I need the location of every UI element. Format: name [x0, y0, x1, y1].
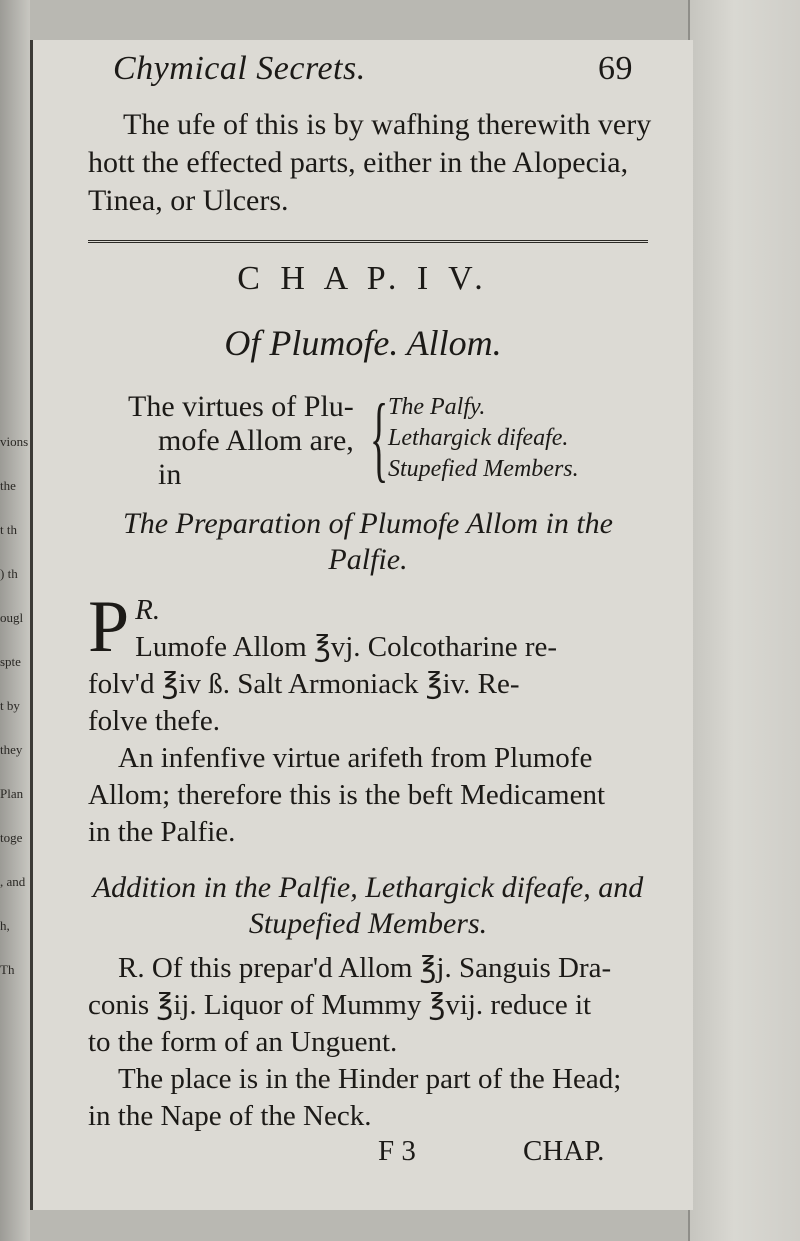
- fragment: the: [0, 478, 16, 493]
- fragment: toge: [0, 830, 23, 845]
- catchword: CHAP.: [523, 1135, 605, 1167]
- fragment: ougl: [0, 610, 24, 625]
- fragment: vions: [0, 434, 29, 449]
- virtue-item: Stupefied Members.: [388, 456, 579, 482]
- drop-capital: P: [88, 586, 130, 668]
- section-heading: [88, 870, 648, 942]
- brace-glyph: {: [369, 384, 389, 491]
- recipe-line: to the form of an Unguent.: [88, 1026, 398, 1058]
- fragment: spte: [0, 654, 21, 669]
- fragment: they: [0, 742, 23, 757]
- right-page-edges: [688, 0, 800, 1241]
- text-line: The ufe of this is by wafhing therewith very: [123, 108, 652, 141]
- section-heading-line: The Preparation of Plumofe Allom in the: [123, 507, 613, 540]
- page-number: 69: [598, 50, 633, 87]
- recipe-line: in the Palfie.: [88, 816, 236, 848]
- left-page-fragments: [0, 420, 30, 992]
- running-head-title: Chymical Secrets.: [113, 50, 366, 87]
- virtues-line: The virtues of Plu-: [128, 390, 354, 423]
- virtue-item: Lethargick difeafe.: [388, 425, 569, 451]
- chapter-rule: [88, 240, 648, 243]
- text-line: Tinea, or Ulcers.: [88, 184, 289, 217]
- section-heading-line: Stupefied Members.: [248, 907, 488, 940]
- fragment: h,: [0, 918, 10, 933]
- virtues-line: in: [158, 458, 182, 491]
- recipe-paragraph: [88, 586, 678, 851]
- recipe-line: Allom; therefore this is the beft Medicament: [88, 779, 606, 811]
- book-page: [30, 40, 693, 1210]
- recipe-line: conis ℥ij. Liquor of Mummy ℥vij. reduce it: [88, 989, 592, 1021]
- fragment: t th: [0, 522, 17, 537]
- recipe-line: R. Of this prepar'd Allom ℥j. Sanguis Dra-: [118, 952, 612, 984]
- chapter-title: Of Plumofe. Allom.: [224, 323, 502, 363]
- virtue-item: The Palfy.: [388, 394, 486, 420]
- section-heading-line: Addition in the Palfie, Lethargick difeafe, and: [92, 871, 644, 904]
- virtues-line: mofe Allom are,: [158, 424, 354, 457]
- fragment: t by: [0, 698, 20, 713]
- recipe-line: The place is in the Hinder part of the Head;: [118, 1063, 622, 1095]
- fragment: ) th: [0, 566, 18, 581]
- chapter-number: C H A P. I V.: [237, 260, 489, 297]
- recipe-line: An infenfive virtue arifeth from Plumofe: [118, 742, 593, 774]
- recipe-line: folve thefe.: [88, 705, 221, 737]
- running-head: [113, 50, 633, 88]
- fragment: Th: [0, 962, 15, 977]
- signature-mark: F 3: [378, 1135, 416, 1167]
- recipe-line: folv'd ℥iv ß. Salt Armoniack ℥iv. Re-: [88, 668, 520, 700]
- section-heading-line: Palfie.: [328, 543, 408, 576]
- recipe-sign: R.: [135, 594, 161, 626]
- recipe-line: Lumofe Allom ℥vj. Colcotharine re-: [135, 631, 558, 663]
- fragment: , and: [0, 874, 26, 889]
- virtues-intro: [128, 390, 358, 492]
- recipe-line: in the Nape of the Neck.: [88, 1100, 372, 1132]
- virtues-list: [388, 392, 688, 485]
- text-line: hott the effected parts, either in the Alopecia,: [88, 146, 629, 179]
- fragment: Plan: [0, 786, 24, 801]
- recipe-paragraph: [88, 950, 678, 1135]
- section-heading: [88, 506, 648, 578]
